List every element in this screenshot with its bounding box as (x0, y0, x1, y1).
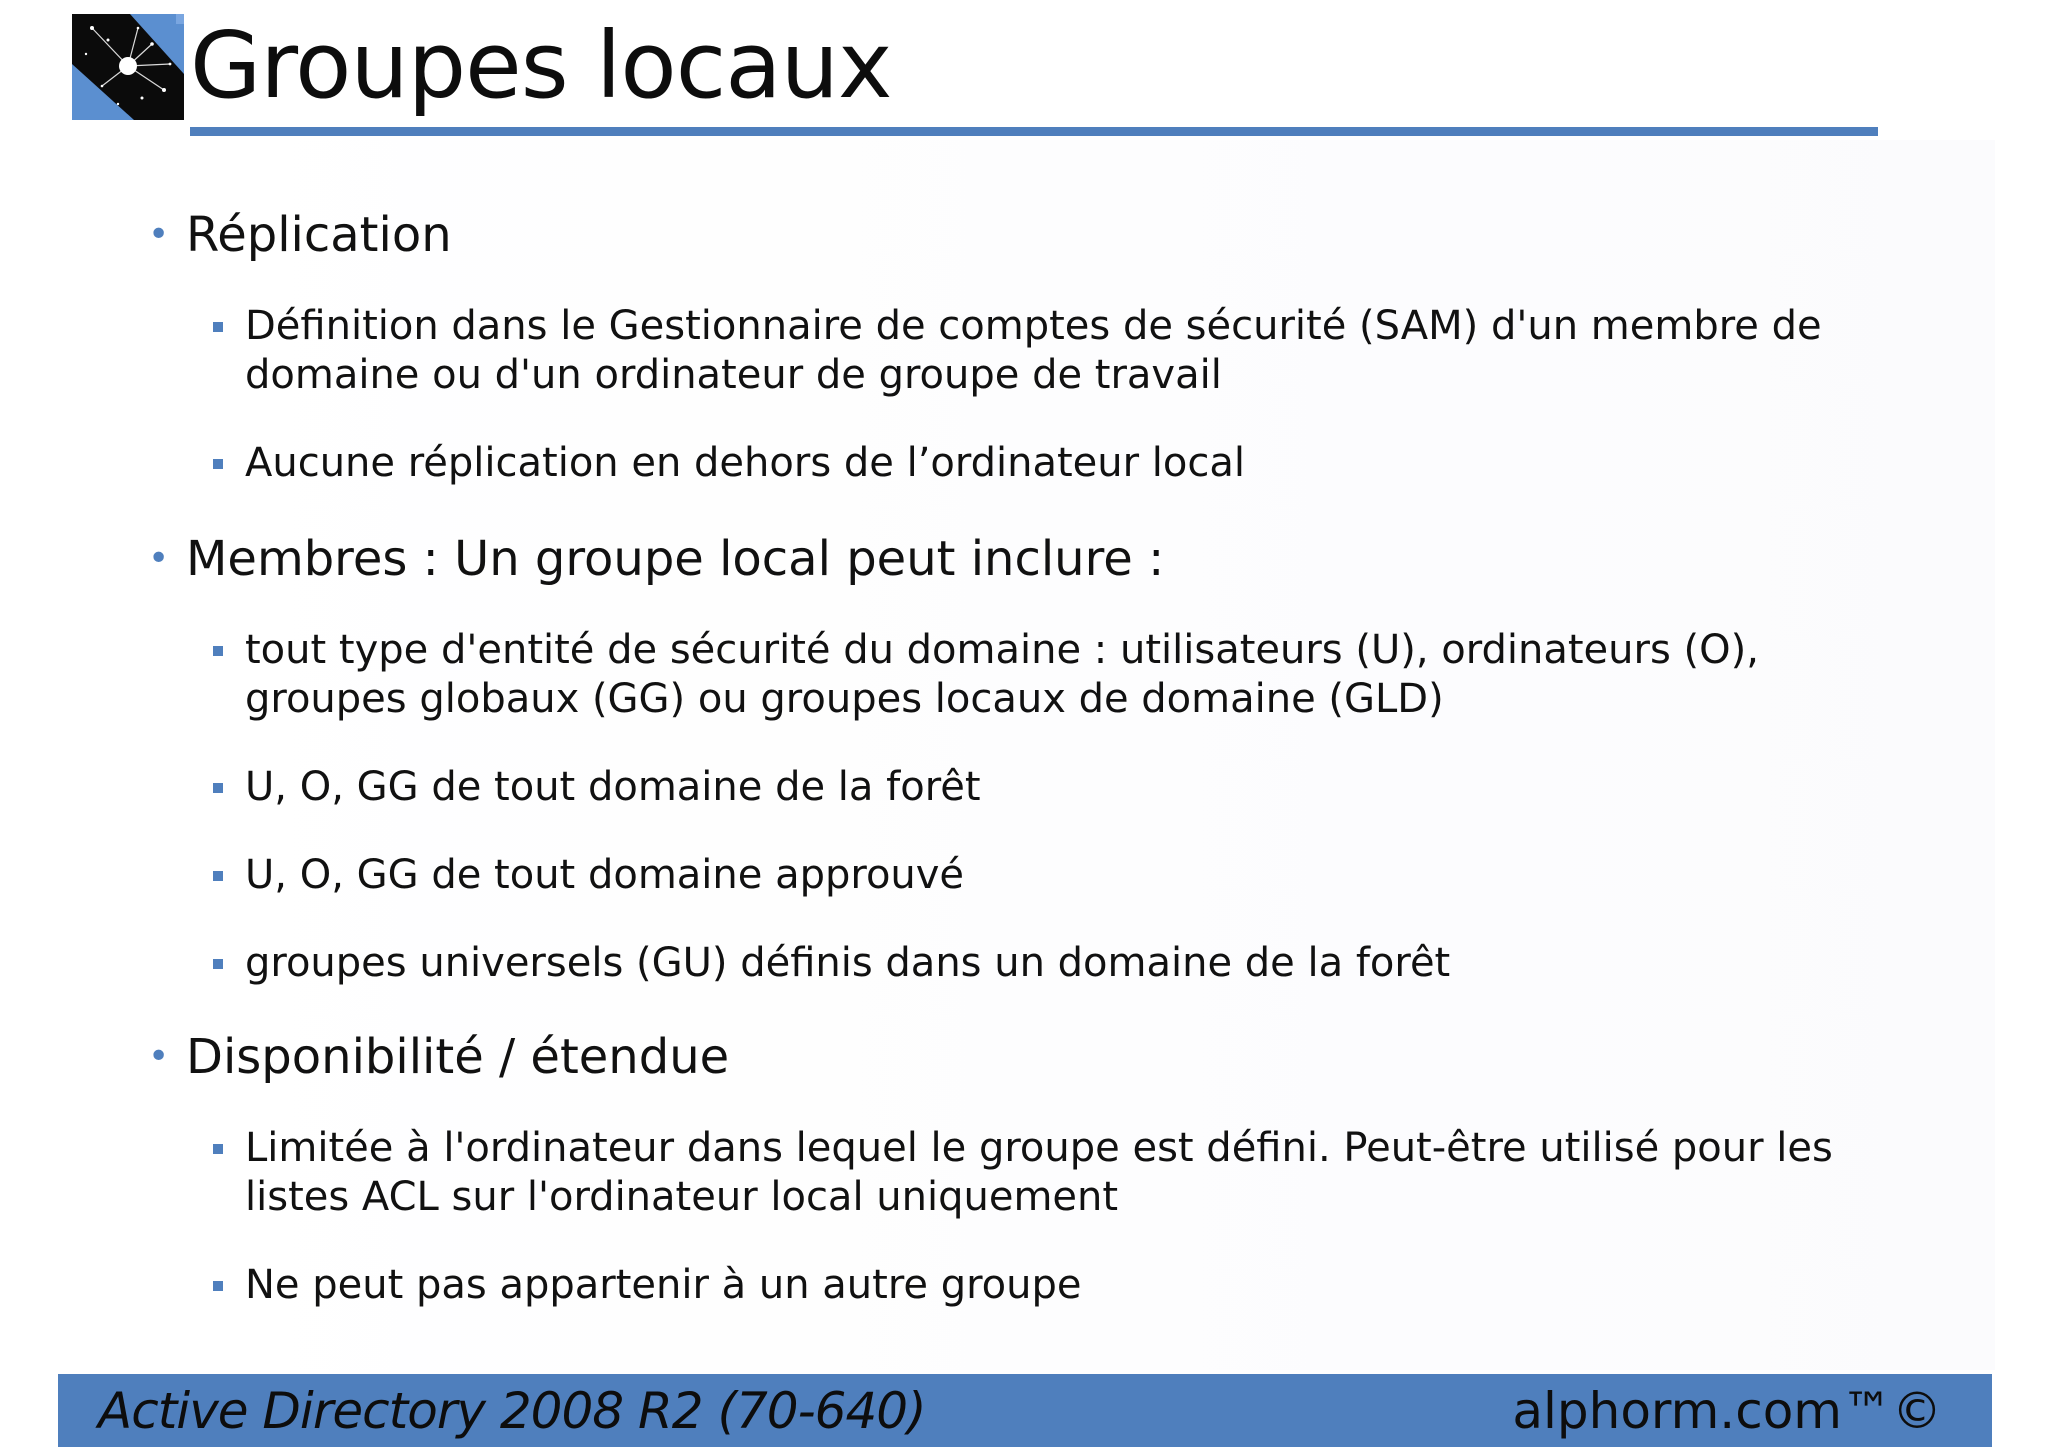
bullet-label: Disponibilité / étendue (186, 1029, 730, 1085)
footer-bar (58, 1374, 1992, 1447)
sub-bullet-text: U, O, GG de tout domaine de la forêt (245, 764, 981, 810)
square-bullet-icon (213, 1144, 223, 1154)
bullet-label: Réplication (186, 207, 452, 263)
sub-bullet-text: listes ACL sur l'ordinateur local uniquement (245, 1174, 1119, 1220)
square-bullet-icon (213, 959, 223, 969)
sub-bullet-text: Limitée à l'ordinateur dans lequel le groupe est défini. Peut-être utilisé pour les (245, 1125, 1833, 1171)
sub-bullet-text: Définition dans le Gestionnaire de comptes de sécurité (SAM) d'un membre de (245, 303, 1822, 349)
title-underline (190, 127, 1878, 136)
alphorm-star-logo-icon (72, 14, 184, 120)
bullet-text (186, 530, 1164, 588)
bullet-dot-icon: • (148, 214, 170, 255)
sub-bullet-text: U, O, GG de tout domaine approuvé (245, 852, 965, 898)
bullet-dot-icon: • (148, 1036, 170, 1077)
bullet-dot-icon: • (148, 538, 170, 579)
sub-bullet-text: Ne peut pas appartenir à un autre groupe (245, 1262, 1082, 1308)
bullet-suffix: : Un groupe local peut inclure : (407, 531, 1165, 587)
sub-bullet-text: domaine ou d'un ordinateur de groupe de travail (245, 352, 1222, 398)
bullet-label: Membres (186, 531, 408, 587)
square-bullet-icon (213, 1281, 223, 1291)
sub-bullet-text: tout type d'entité de sécurité du domaine : utilisateurs (U), ordinateurs (O), (245, 627, 1759, 673)
square-bullet-icon (213, 871, 223, 881)
sub-bullet-text: Aucune réplication en dehors de l’ordinateur local (245, 440, 1245, 486)
square-bullet-icon (213, 646, 223, 656)
square-bullet-icon (213, 459, 223, 469)
footer-brand: alphorm.com™© (1512, 1382, 1942, 1440)
square-bullet-icon (213, 783, 223, 793)
sub-bullet-text: groupes globaux (GG) ou groupes locaux de domaine (GLD) (245, 676, 1444, 722)
slide-title: Groupes locaux (190, 12, 892, 119)
square-bullet-icon (213, 322, 223, 332)
footer-course-title: Active Directory 2008 R2 (70-640) (98, 1382, 926, 1440)
sub-bullet-text: groupes universels (GU) définis dans un domaine de la forêt (245, 940, 1451, 986)
